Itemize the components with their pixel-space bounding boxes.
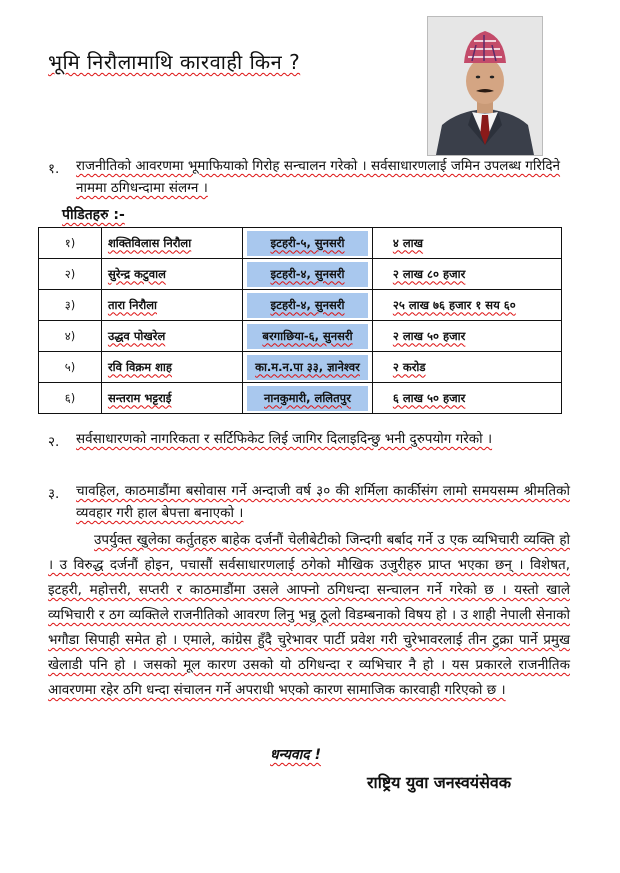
victim-address-cell <box>243 259 373 290</box>
victim-amount: २ लाख ५० हजार <box>372 321 561 352</box>
signature: राष्ट्रिय युवा जनस्वयंसेवक <box>367 773 512 792</box>
victim-address-cell <box>243 383 373 414</box>
victim-name: तारा निरौला <box>101 290 242 321</box>
thanks-text: धन्यवाद ! <box>270 747 321 763</box>
body-paragraph: उपर्युक्त खुलेका कर्तुतहरु बाहेक दर्जनौं चेलीबेटीको जिन्दगी बर्बाद गर्ने उ एक व्यभिचारी व्यक्ति हो । उ विरुद्ध दर्जनौं होइन, पचासौं सर्वसाधारणलाई ठगेको मौखिक उजुरीहरु प्राप्त भएका छन् । विशेषत, इटहरी, महोत्तरी, सप्तरी र काठमाडौंमा उसले आफ्नो ठगिधन्दा सन्चालन गर्ने गरेको छ । यस्तो खाले व्यभिचारी र ठग व्यक्तिले राजनीतिको आवरण लिनु भन्नु ठूलो विडम्बनाको विषय हो । उ शाही नेपाली सेनाको भगौडा सिपाही समेत हो । एमाले, कांग्रेस हुँदै चुरेभावर पार्टी प्रवेश गरी चुरेभावरलाई तीन टुक्रा पार्ने प्रमुख खेलाडी पनि हो । जसको मूल कारण उसको यो ठगिधन्दा र व्यभिचार नै हो । यस प्रकारले राजनीतिक आवरणमा रहेर ठगि धन्दा संचालन गर्ने अपराधी भएको कारण सामाजिक कारवाही गरिएको छ । <box>48 532 570 698</box>
victim-amount: ६ लाख ५० हजार <box>372 383 561 414</box>
victim-number: ६) <box>39 383 102 414</box>
table-row <box>39 290 562 321</box>
victim-name: रवि विक्रम शाह <box>101 352 242 383</box>
point-number: २. <box>48 434 60 450</box>
victim-number: २) <box>39 259 102 290</box>
victim-address-cell <box>243 228 373 259</box>
victim-address: इटहरी-५, सुनसरी <box>247 231 368 256</box>
victim-name: शक्तिविलास निरौला <box>101 228 242 259</box>
victim-address: बरगाछिया-६, सुनसरी <box>247 324 368 349</box>
victim-name: उद्धव पोखरेल <box>101 321 242 352</box>
victim-amount: २ लाख ८० हजार <box>372 259 561 290</box>
victim-name: सुरेन्द्र कटुवाल <box>101 259 242 290</box>
victim-number: १) <box>39 228 102 259</box>
table-row <box>39 259 562 290</box>
victim-number: ३) <box>39 290 102 321</box>
portrait-illustration <box>428 17 542 155</box>
table-row <box>39 383 562 414</box>
victim-address: इटहरी-४, सुनसरी <box>247 262 368 287</box>
victim-address-cell <box>243 352 373 383</box>
victim-address-cell <box>243 290 373 321</box>
victim-number: ५) <box>39 352 102 383</box>
victim-address-cell <box>243 321 373 352</box>
victim-name: सन्तराम भट्टराई <box>101 383 242 414</box>
table-row <box>39 352 562 383</box>
table-row <box>39 228 562 259</box>
victims-table <box>38 227 562 414</box>
victim-address: का.म.न.पा ३३, ज्ञानेश्वर <box>247 355 368 380</box>
victim-address: नानकुमारी, ललितपुर <box>247 386 368 411</box>
victims-label: पीडितहरु :- <box>62 207 125 223</box>
page-title: भूमि निरौलामाथि कारवाही किन ? <box>48 50 301 74</box>
point-number: ३. <box>48 486 60 502</box>
point-text: राजनीतिको आवरणमा भूमाफियाको गिरोह सन्चालन गरेको । सर्वसाधारणलाई जमिन उपलब्ध गरिदिने नाममा ठगिधन्दामा संलग्न । <box>76 158 561 196</box>
victim-amount: २५ लाख ७६ हजार १ सय ६० <box>372 290 561 321</box>
victim-number: ४) <box>39 321 102 352</box>
victim-address: इटहरी-४, सुनसरी <box>247 293 368 318</box>
point-number: १. <box>48 161 60 177</box>
point-text: सर्वसाधारणको नागरिकता र सर्टिफिकेट लिई जागिर दिलाइदिन्छु भनी दुरुपयोग गरेको । <box>76 431 493 447</box>
table-row <box>39 321 562 352</box>
victim-amount: २ करोड <box>372 352 561 383</box>
point-text: चावहिल, काठमाडौंमा बसोवास गर्ने अन्दाजी वर्ष ३० की शर्मिला कार्कीसंग लामो समयसम्म श्रीमतिको व्यवहार गरी हाल बेपत्ता बनाएको । <box>76 483 570 521</box>
victim-amount: ४ लाख <box>372 228 561 259</box>
portrait-photo <box>427 16 543 156</box>
